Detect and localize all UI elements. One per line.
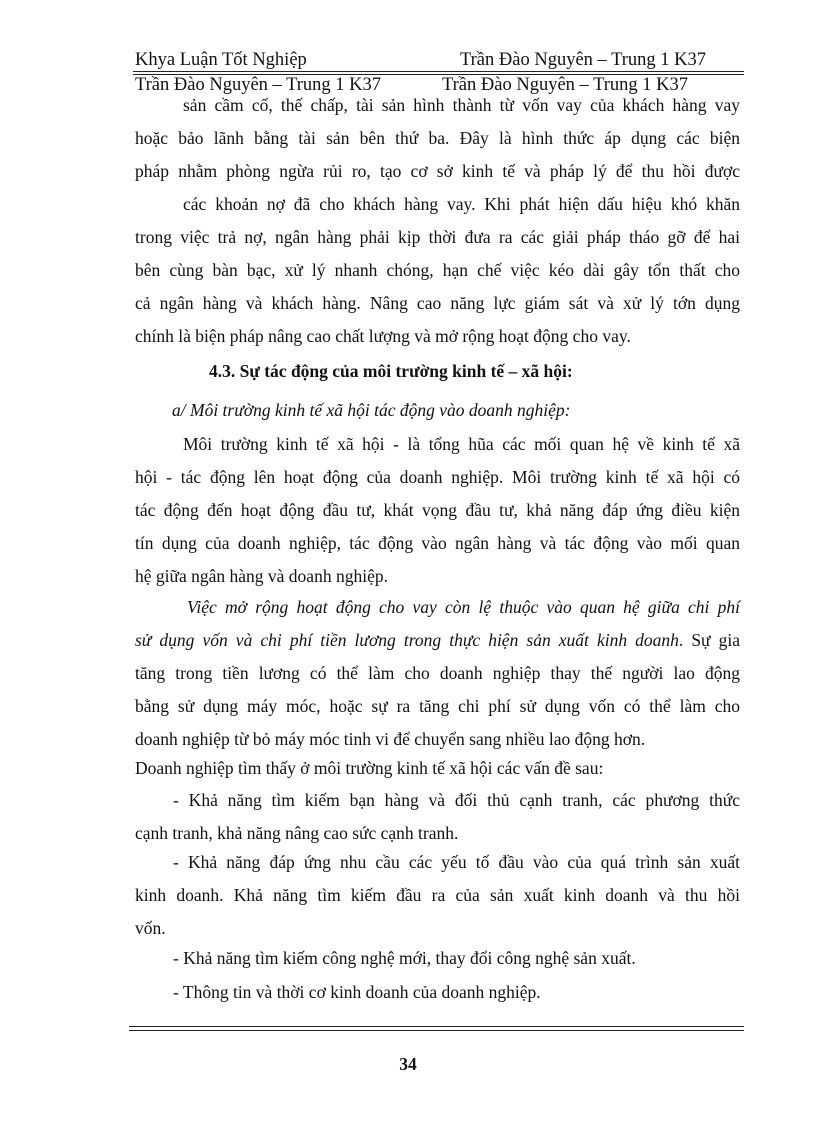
text-line: doanh nghiệp từ bỏ máy móc tinh vi để chuyển sang nhiều lao động hơn. bbox=[135, 729, 646, 749]
text-line: tăng trong tiền lương có thể làm cho doanh nghiệp thay thế người lao động bbox=[135, 663, 740, 683]
text-line: cạnh tranh, khả năng nâng cao sức cạnh tranh. bbox=[135, 823, 459, 843]
text-line: bên cùng bàn bạc, xử lý nhanh chóng, hạn chế việc kéo dài gây tổn thất cho bbox=[135, 260, 740, 280]
text-line: vốn. bbox=[135, 918, 166, 938]
text-line: kinh doanh. Khả năng tìm kiếm đầu ra của sản xuất kinh doanh và thu hồi bbox=[135, 885, 740, 905]
bullet-information: - Thông tin và thời cơ kinh doanh của doanh nghiệp. bbox=[173, 982, 541, 1002]
section-heading: 4.3. Sự tác động của môi trường kinh tế – xã hội: bbox=[209, 361, 573, 381]
subsection-heading: a/ Môi trường kinh tế xã hội tác động vào doanh nghiệp: bbox=[172, 400, 571, 420]
text-line: pháp nhằm phòng ngừa rủi ro, tạo cơ sở kinh tế và pháp lý để thu hồi được bbox=[135, 161, 740, 181]
header-subtitle-right: Trần Đào Nguyên – Trung 1 K37 bbox=[442, 75, 689, 95]
text-rest: . Sự gia bbox=[678, 630, 740, 650]
text-line: hoặc bảo lãnh bằng tài sản bên thứ ba. Đây là hình thức áp dụng các biện bbox=[135, 128, 740, 148]
header-rule-top bbox=[133, 71, 744, 72]
paragraph-cost-relation bbox=[135, 591, 740, 756]
page-number: 34 bbox=[399, 1054, 417, 1074]
text-line: - Khả năng tìm kiếm bạn hàng và đối thủ cạnh tranh, các phương thức bbox=[173, 790, 740, 810]
paragraph-credit-measures bbox=[135, 89, 740, 353]
text-line: sản cầm cố, thế chấp, tài sản hình thành từ vốn vay của khách hàng vay bbox=[183, 95, 740, 115]
footer-rule-top bbox=[129, 1026, 744, 1027]
text-line: tín dụng của doanh nghiệp, tác động vào ngân hàng và tác động vào mối quan bbox=[135, 533, 740, 553]
text-line: trong việc trả nợ, ngân hàng phải kịp thời đưa ra các giải pháp tháo gỡ để hai bbox=[135, 227, 740, 247]
text-line: Việc mở rộng hoạt động cho vay còn lệ thuộc vào quan hệ giữa chi phí bbox=[187, 597, 740, 617]
header-title-left: Khya Luận Tốt Nghiệp bbox=[135, 50, 307, 70]
text-line: hội - tác động lên hoạt động của doanh nghiệp. Môi trường kinh tế xã hội có bbox=[135, 467, 740, 487]
header-author-right: Trần Đào Nguyên – Trung 1 K37 bbox=[460, 50, 707, 70]
text-line: Môi trường kinh tế xã hội - là tổng hũa các mối quan hệ về kinh tế xã bbox=[183, 434, 740, 454]
bullet-inputs bbox=[135, 846, 740, 945]
footer-rule-bottom bbox=[129, 1030, 744, 1031]
text-line: cả ngân hàng và khách hàng. Nâng cao năng lực giám sát và xử lý tớn dụng bbox=[135, 293, 740, 313]
paragraph-intro-list: Doanh nghiệp tìm thấy ở môi trường kinh tế xã hội các vấn đề sau: bbox=[135, 758, 604, 778]
header-subtitle-left: Trần Đào Nguyên – Trung 1 K37 bbox=[135, 75, 382, 95]
text-line: chính là biện pháp nâng cao chất lượng và mở rộng hoạt động cho vay. bbox=[135, 326, 631, 346]
bullet-partners bbox=[135, 784, 740, 850]
text-line: tác động đến hoạt động đầu tư, khát vọng đầu tư, khả năng đáp ứng điều kiện bbox=[135, 500, 740, 520]
text-line: hệ giữa ngân hàng và doanh nghiệp. bbox=[135, 566, 388, 586]
paragraph-environment bbox=[135, 428, 740, 593]
bullet-technology: - Khả năng tìm kiếm công nghệ mới, thay đổi công nghệ sản xuất. bbox=[173, 948, 636, 968]
text-line: các khoản nợ đã cho khách hàng vay. Khi phát hiện dấu hiệu khó khăn bbox=[183, 194, 740, 214]
text-line: bằng sử dụng máy móc, hoặc sự ra tăng chi phí sử dụng vốn có thể làm cho bbox=[135, 696, 740, 716]
text-italic: sử dụng vốn và chi phí tiền lương trong thực hiện sản xuất kinh doanh bbox=[135, 630, 679, 650]
text-line bbox=[135, 624, 740, 657]
text-line: - Khả năng đáp ứng nhu cầu các yếu tố đầu vào của quá trình sản xuất bbox=[173, 852, 740, 872]
